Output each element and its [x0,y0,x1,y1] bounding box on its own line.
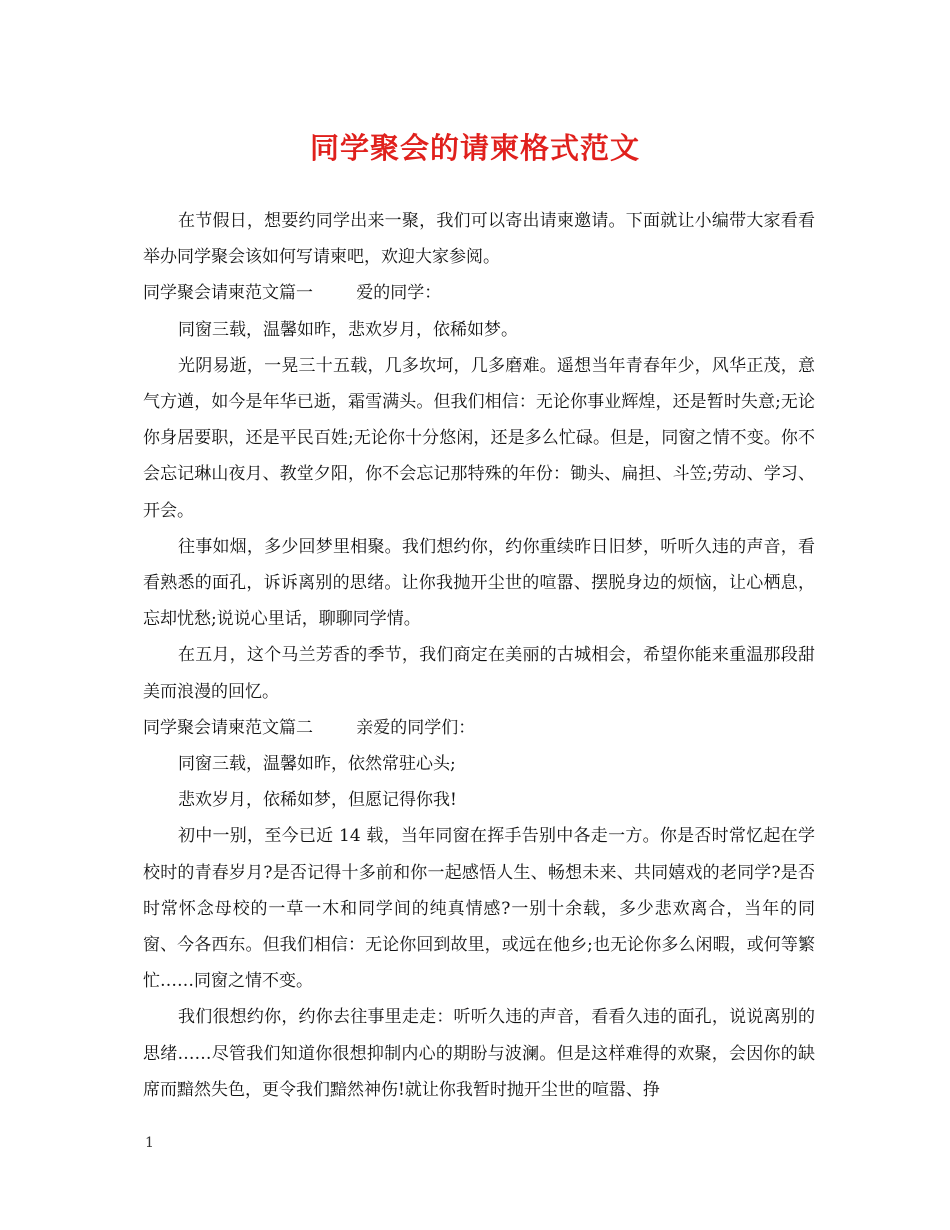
section-heading [143,275,815,311]
salutation: 爱的同学： [356,283,442,304]
section-heading [143,710,815,746]
body-paragraph: 同窗三载，温馨如昨，悲欢岁月，依稀如梦。 [178,319,518,340]
body-paragraph: 我们很想约你，约你去往事里走走：听听久违的声音，看看久违的面孔，说说离别的思绪……尽管我们知道你很想抑制内心的期盼与波澜。但是这样难得的欢聚，会因你的缺席而黯然失色，更令我们黯然神伤!就让你我暂时抛开尘世的喧嚣、挣 [143,1007,815,1100]
section-title: 同学聚会请柬范文篇二 [143,717,313,738]
document-title: 同学聚会的请柬格式范文 [309,131,640,165]
body-paragraph: 在五月，这个马兰芳香的季节，我们商定在美丽的古城相会，希望你能来重温那段甜美而浪漫的回忆。 [143,645,815,702]
section-title: 同学聚会请柬范文篇一 [143,283,313,304]
document-body [143,203,815,1108]
body-paragraph: 悲欢岁月，依稀如梦，但愿记得你我! [178,790,457,811]
salutation: 亲爱的同学们： [356,717,476,738]
intro-paragraph: 在节假日，想要约同学出来一聚，我们可以寄出请柬邀请。下面就让小编带大家看看举办同学聚会该如何写请柬吧，欢迎大家参阅。 [143,211,815,268]
body-paragraph: 光阴易逝，一晃三十五载，几多坎坷，几多磨难。遥想当年青春年少，风华正茂，意气方遒，如今是年华已逝，霜雪满头。但我们相信：无论你事业辉煌，还是暂时失意;无论你身居要职，还是平民百姓;无论你十分悠闲，还是多么忙碌。但是，同窗之情不变。你不会忘记琳山夜月、教堂夕阳，你不会忘记那特殊的年份：锄头、扁担、斗笠;劳动、学习、开会。 [143,355,815,521]
body-paragraph: 同窗三载，温馨如昨，依然常驻心头; [178,754,456,775]
body-paragraph: 初中一别，至今已近 14 载，当年同窗在挥手告别中各走一方。你是否时常忆起在学校时的青春岁月?是否记得十多前和你一起感悟人生、畅想未来、共同嬉戏的老同学?是否时常怀念母校的一草一木和同学间的纯真情感?一别十余载，多少悲欢离合，当年的同窗、今各西东。但我们相信：无论你回到故里，或远在他乡;也无论你多么闲暇，或何等繁忙……同窗之情不变。 [143,826,815,992]
page-number: 1 [145,1135,154,1151]
body-paragraph: 往事如烟，多少回梦里相聚。我们想约你，约你重续昨日旧梦，听听久违的声音，看看熟悉的面孔，诉诉离别的思绪。让你我抛开尘世的喧嚣、摆脱身边的烦恼，让心栖息，忘却忧愁;说说心里话，聊聊同学情。 [143,536,815,630]
